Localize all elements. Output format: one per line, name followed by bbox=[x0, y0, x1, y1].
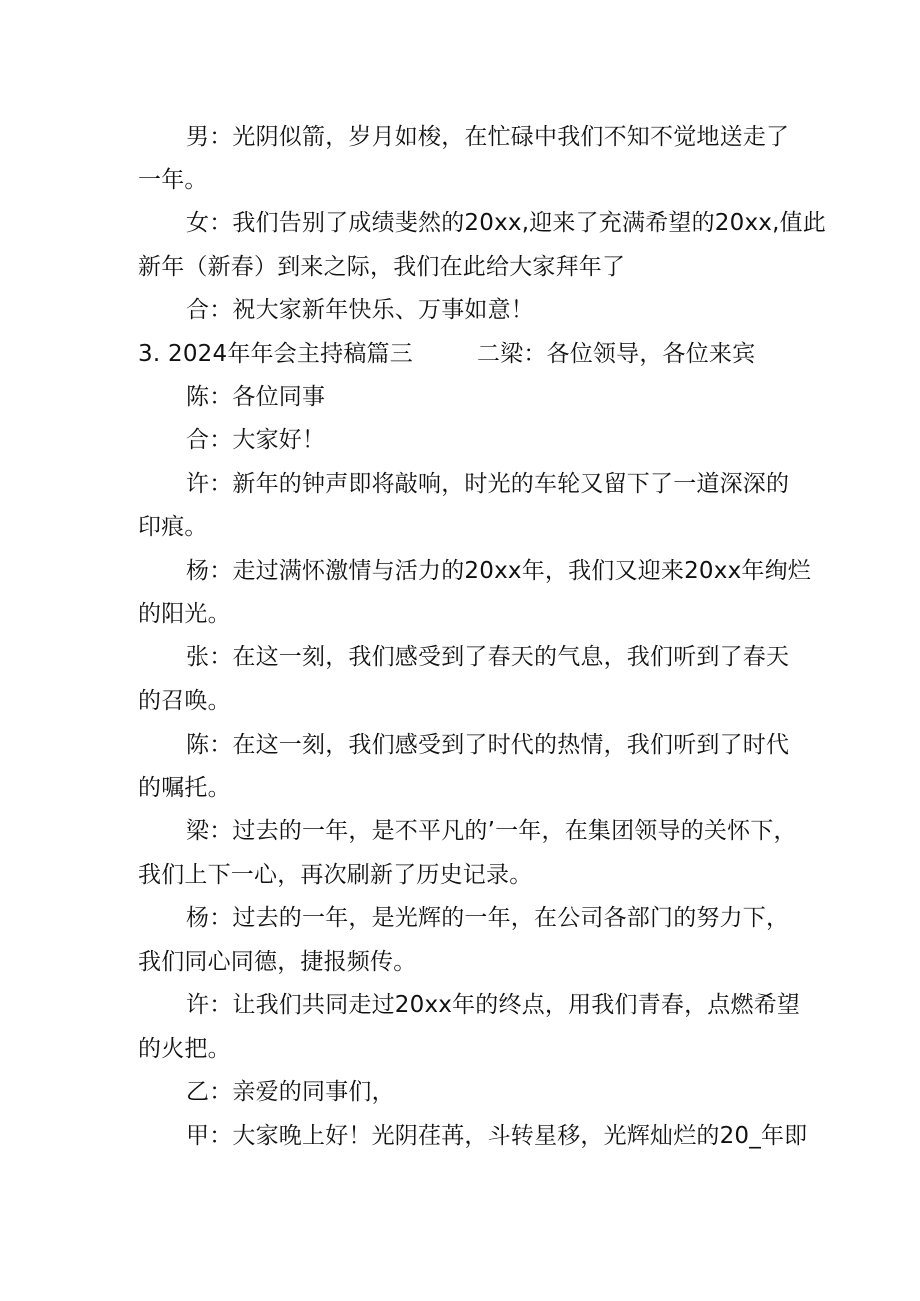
paragraph-line: 男：光阴似箭，岁月如梭，在忙碌中我们不知不觉地送走了 bbox=[186, 124, 790, 150]
paragraph-line: 女：我们告别了成绩斐然的20xx,迎来了充满希望的20xx,值此 bbox=[186, 210, 827, 236]
paragraph-line: 一年。 bbox=[138, 167, 208, 193]
section-trailing-text: 二梁：各位领导，各位来宾 bbox=[476, 341, 756, 367]
paragraph-line: 许：新年的钟声即将敲响，时光的车轮又留下了一道深深的 bbox=[186, 471, 790, 497]
paragraph-line: 张：在这一刻，我们感受到了春天的气息，我们听到了春天 bbox=[186, 644, 790, 670]
paragraph-line: 的火把。 bbox=[138, 1036, 231, 1062]
paragraph-line: 许：让我们共同走过20xx年的终点，用我们青春，点燃希望 bbox=[186, 992, 801, 1018]
paragraph-line: 杨：走过满怀激情与活力的20xx年，我们又迎来20xx年绚烂 bbox=[186, 558, 811, 584]
section-heading bbox=[138, 339, 755, 369]
paragraph-line: 我们上下一心，再次刷新了历史记录。 bbox=[138, 862, 533, 888]
paragraph-line: 梁：过去的一年，是不平凡的’一年，在集团领导的关怀下， bbox=[186, 818, 797, 844]
paragraph-line: 新年（新春）到来之际，我们在此给大家拜年了 bbox=[138, 254, 626, 280]
section-title: 2024年年会主持稿篇三 bbox=[168, 341, 413, 367]
section-number: 3. bbox=[138, 341, 161, 367]
paragraph-line: 杨：过去的一年，是光辉的一年，在公司各部门的努力下， bbox=[186, 905, 790, 931]
paragraph-line: 印痕。 bbox=[138, 514, 208, 540]
paragraph-line: 甲：大家晚上好！光阴荏苒，斗转星移，光辉灿烂的20_年即 bbox=[186, 1123, 808, 1149]
paragraph-line: 的阳光。 bbox=[138, 601, 231, 627]
paragraph-line: 陈：在这一刻，我们感受到了时代的热情，我们听到了时代 bbox=[186, 732, 790, 758]
paragraph-line: 乙：亲爱的同事们， bbox=[186, 1079, 395, 1105]
paragraph-line: 合：祝大家新年快乐、万事如意！ bbox=[186, 297, 534, 323]
paragraph-line: 的召唤。 bbox=[138, 688, 231, 714]
paragraph-line: 我们同心同德，捷报频传。 bbox=[138, 949, 417, 975]
paragraph-line: 合：大家好！ bbox=[186, 427, 326, 453]
paragraph-line: 陈：各位同事 bbox=[186, 384, 326, 410]
paragraph-line: 的嘱托。 bbox=[138, 775, 231, 801]
